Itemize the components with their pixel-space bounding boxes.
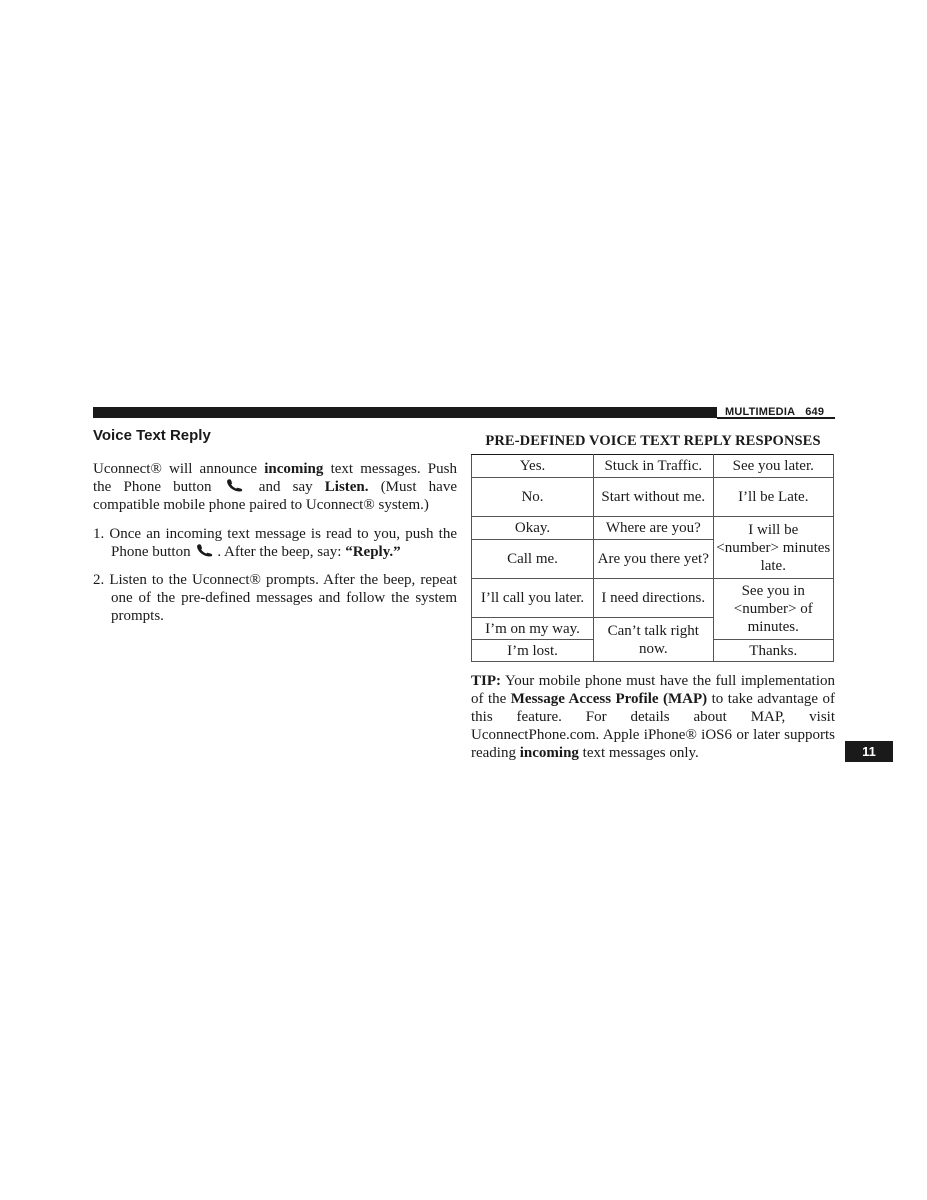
table-cell: Stuck in Traffic. [594, 455, 714, 478]
table-cell: Where are you? [594, 517, 714, 540]
right-column [471, 432, 835, 762]
tip-paragraph [471, 672, 835, 762]
step-item [93, 571, 457, 625]
table-cell: I need directions. [594, 579, 714, 618]
intro-bold-incoming: incoming [264, 461, 324, 477]
header-rule [93, 407, 717, 418]
table-cell: Call me. [472, 540, 594, 579]
intro-paragraph [93, 460, 457, 514]
left-column [93, 426, 457, 635]
section-name: MULTIMEDIA [725, 406, 796, 418]
reply-responses-table [471, 454, 834, 662]
tip-text: to take advantage of this feature. For details about MAP, visit UconnectPhone.com. Apple iPhone® iOS6 or later supports reading [471, 691, 835, 761]
table-cell: I’ll call you later. [472, 579, 594, 618]
table-row [472, 517, 834, 540]
step-text: Once an incoming text message is read to you, push the Phone button [109, 526, 458, 560]
intro-bold-listen: Listen. [324, 479, 369, 495]
steps-list [93, 525, 457, 625]
step-number: 1. [93, 526, 105, 542]
running-head [725, 406, 824, 418]
tip-text: Your mobile phone must have the full implementation of the [471, 673, 835, 707]
table-cell: Yes. [472, 455, 594, 478]
table-cell: I’m lost. [472, 640, 594, 662]
table-row [472, 579, 834, 618]
chapter-tab: 11 [845, 741, 893, 762]
section-title: Voice Text Reply [93, 427, 211, 444]
intro-text: (Must have compatible mobile phone paired to Uconnect® system.) [93, 479, 457, 513]
table-cell: See you later. [713, 455, 833, 478]
table-cell: Are you there yet? [594, 540, 714, 579]
intro-text: and say [246, 479, 325, 495]
step-text: Listen to the Uconnect® prompts. After the beep, repeat one of the pre-defined messages and follow the system prompts. [109, 572, 458, 624]
table-cell: I’ll be Late. [713, 478, 833, 517]
page-number: 649 [805, 406, 825, 418]
table-cell: Can’t talk right now. [594, 618, 714, 662]
step-text: . After the beep, say: [217, 544, 346, 560]
intro-text: text messages. Push the Phone button [93, 461, 457, 495]
table-title: PRE-DEFINED VOICE TEXT REPLY RESPONSES [485, 433, 821, 449]
tip-label: TIP: [471, 673, 501, 689]
tip-bold-map: Message Access Profile (MAP) [510, 691, 708, 707]
step-number: 2. [93, 572, 105, 588]
tip-bold-incoming: incoming [519, 745, 579, 761]
step-bold-reply: “Reply.” [345, 544, 401, 560]
phone-handset-icon [196, 543, 215, 557]
table-cell: See you in <number> of minutes. [713, 579, 833, 640]
table-row [472, 455, 834, 478]
table-cell: I will be <number> minutes late. [713, 517, 833, 579]
step-item [93, 525, 457, 561]
table-cell: Start without me. [594, 478, 714, 517]
intro-text: Uconnect® will announce [93, 461, 265, 477]
table-cell: No. [472, 478, 594, 517]
tip-text: text messages only. [578, 745, 699, 761]
table-row [472, 478, 834, 517]
table-cell: Okay. [472, 517, 594, 540]
table-cell: I’m on my way. [472, 618, 594, 640]
phone-handset-icon [226, 478, 245, 492]
table-cell: Thanks. [713, 640, 833, 662]
